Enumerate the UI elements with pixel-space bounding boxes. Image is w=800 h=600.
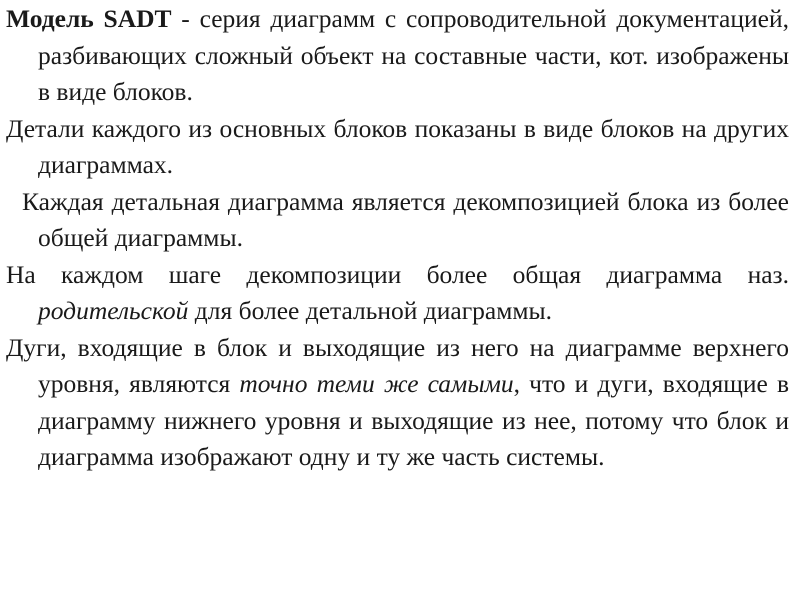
paragraph-sadt-definition: [6, 1, 789, 111]
paragraph-arcs: [6, 330, 789, 476]
arcs-text-after: , что и дуги, входящие в диаграмму нижнего уровня и выходящие из нее, потому что блок и диаграмма изображают одну и ту же часть системы.: [38, 369, 789, 471]
parent-diagram-text-after: для более детальной диаграммы.: [188, 296, 553, 325]
paragraph-block-details: [6, 111, 789, 184]
parent-diagram-term: родительской: [38, 296, 189, 325]
sadt-definition-text: - серия диаграмм с сопроводительной документацией, разбивающих сложный объект на составные части, кот. изображены в виде блоков.: [38, 4, 789, 106]
sadt-model-term: Модель SADT: [6, 4, 172, 33]
arcs-emphasis: точно теми же самыми: [239, 369, 514, 398]
decomposition-text: Каждая детальная диаграмма является декомпозицией блока из более общей диаграммы.: [22, 186, 789, 252]
arcs-text-before: Дуги, входящие в блок и выходящие из него на диаграмме верхнего уровня, являются: [6, 332, 789, 398]
parent-diagram-text-before: На каждом шаге декомпозиции более общая диаграмма наз.: [6, 259, 789, 289]
paragraph-decomposition: [6, 184, 789, 257]
slide-text: [6, 1, 789, 476]
paragraph-parent-diagram: [6, 257, 789, 330]
block-details-text: Детали каждого из основных блоков показаны в виде блоков на других диаграммах.: [6, 113, 789, 179]
